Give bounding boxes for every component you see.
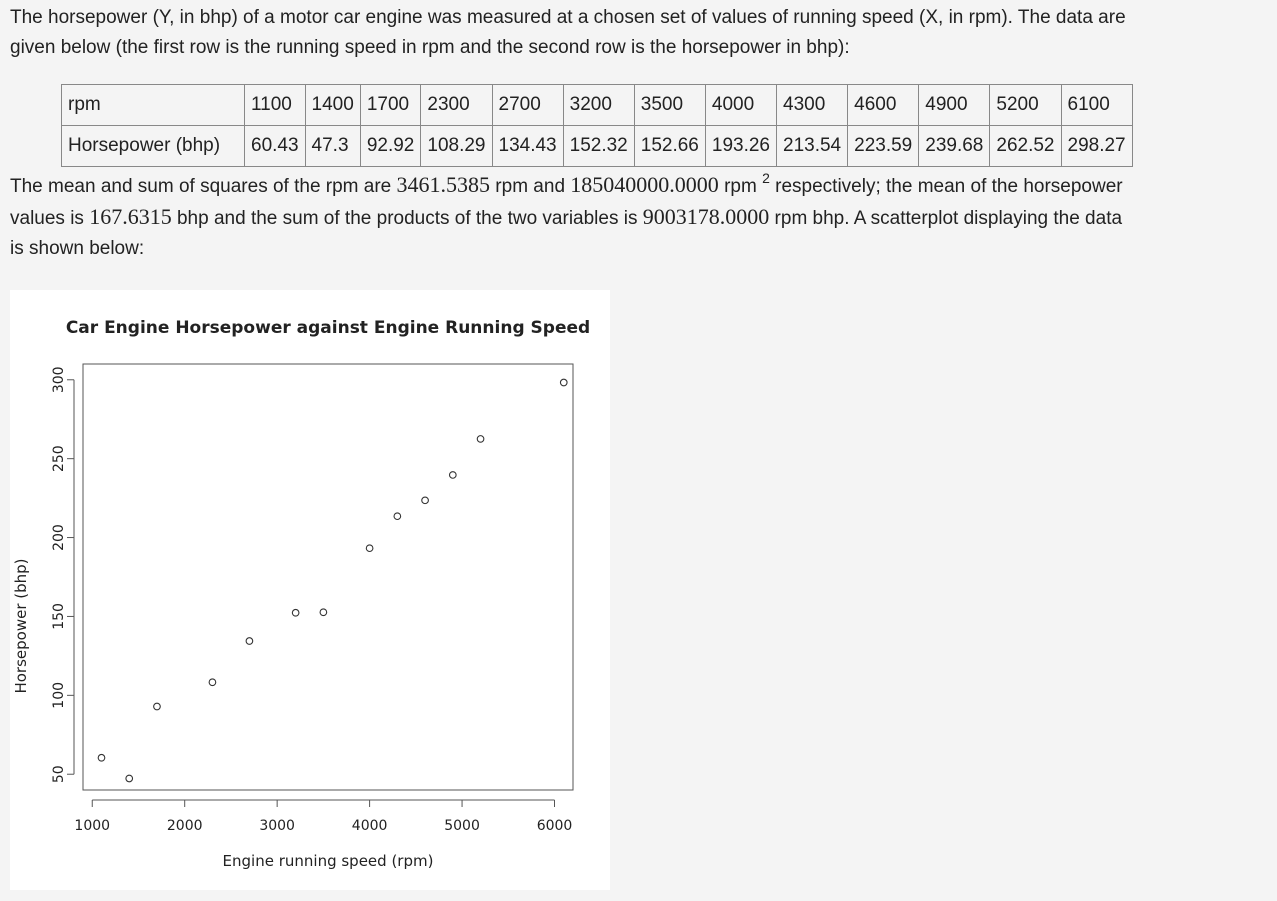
x-tick-label: 2000 [166,818,203,834]
rpm-cell: 3200 [563,85,634,126]
data-point [320,609,327,616]
x-tick-label: 4000 [351,818,388,834]
x-tick-label: 5000 [444,818,480,834]
y-tick-label: 300 [51,366,67,394]
data-point [477,436,484,443]
x-tick-label: 1000 [74,818,111,834]
data-point [246,638,253,645]
stats-paragraph [10,170,1268,264]
row-label-rpm: rpm [62,85,245,126]
x-axis-label: Engine running speed (rpm) [222,852,434,870]
horsepower-cell: 298.27 [1061,126,1132,167]
stats-text: rpm and [490,176,571,197]
data-point [394,513,401,520]
horsepower-cell: 223.59 [848,126,919,167]
data-point [98,754,105,761]
rpm-cell: 2300 [421,85,492,126]
horsepower-cell: 47.3 [305,126,360,167]
stats-text: respectively; the mean of the horsepower [769,176,1123,197]
intro-paragraph [10,3,1268,63]
rpm-cell: 6100 [1061,85,1132,126]
stats-text: rpm bhp. A scatterplot displaying the data [769,208,1123,229]
rpm-cell: 4000 [705,85,776,126]
row-label-horsepower: Horsepower (bhp) [62,126,245,167]
sum-products-value: 9003178.0000 [642,204,770,229]
data-point [154,703,161,710]
y-tick-label: 50 [51,765,67,784]
horsepower-cell: 239.68 [919,126,990,167]
mean-hp-value: 167.6315 [89,204,172,229]
data-point [450,472,457,479]
scatterplot [10,290,610,890]
data-point [422,497,429,504]
y-tick-label: 150 [51,603,67,630]
ss-rpm-value: 185040000.0000 [570,172,719,197]
stats-text: is shown below: [10,238,145,259]
y-tick-label: 100 [51,681,67,709]
y-tick-label: 250 [51,445,67,473]
table-row-rpm [62,85,1133,126]
plot-frame [83,364,573,790]
squared-superscript: 2 [762,170,770,186]
scatterplot-card [10,290,610,890]
stats-text: rpm [718,176,763,197]
horsepower-cell: 134.43 [492,126,563,167]
horsepower-cell: 152.32 [563,126,634,167]
x-tick-label: 6000 [536,818,573,834]
horsepower-cell: 262.52 [990,126,1061,167]
stats-text: values is [10,208,90,229]
rpm-cell: 3500 [634,85,705,126]
rpm-cell: 1400 [305,85,360,126]
table-row-horsepower [62,126,1133,167]
stats-text: bhp and the sum of the products of the two variables is [171,208,643,229]
data-point [209,679,216,686]
rpm-cell: 2700 [492,85,563,126]
stats-text: The mean and sum of squares of the rpm are [10,176,397,197]
rpm-cell: 1100 [245,85,306,126]
data-table [61,84,1133,167]
rpm-cell: 4300 [777,85,848,126]
x-tick-label: 3000 [259,818,295,834]
horsepower-cell: 108.29 [421,126,492,167]
data-point [366,545,373,552]
y-tick-label: 200 [51,524,67,551]
horsepower-cell: 213.54 [777,126,848,167]
rpm-cell: 1700 [360,85,421,126]
intro-line-1: The horsepower (Y, in bhp) of a motor car engine was measured at a chosen set of values of running speed (X, in rpm). The data are [10,7,1126,28]
horsepower-cell: 92.92 [360,126,421,167]
mean-rpm-value: 3461.5385 [396,172,491,197]
rpm-cell: 4900 [919,85,990,126]
intro-line-2: given below (the first row is the running speed in rpm and the second row is the horsepower in bhp): [10,37,850,58]
rpm-cell: 5200 [990,85,1061,126]
horsepower-cell: 193.26 [705,126,776,167]
data-point [560,379,567,386]
y-axis-label: Horsepower (bhp) [12,558,30,694]
data-point [126,775,133,782]
chart-title: Car Engine Horsepower against Engine Running Speed [65,318,591,338]
horsepower-cell: 152.66 [634,126,705,167]
rpm-cell: 4600 [848,85,919,126]
horsepower-cell: 60.43 [245,126,306,167]
data-point [292,609,299,616]
